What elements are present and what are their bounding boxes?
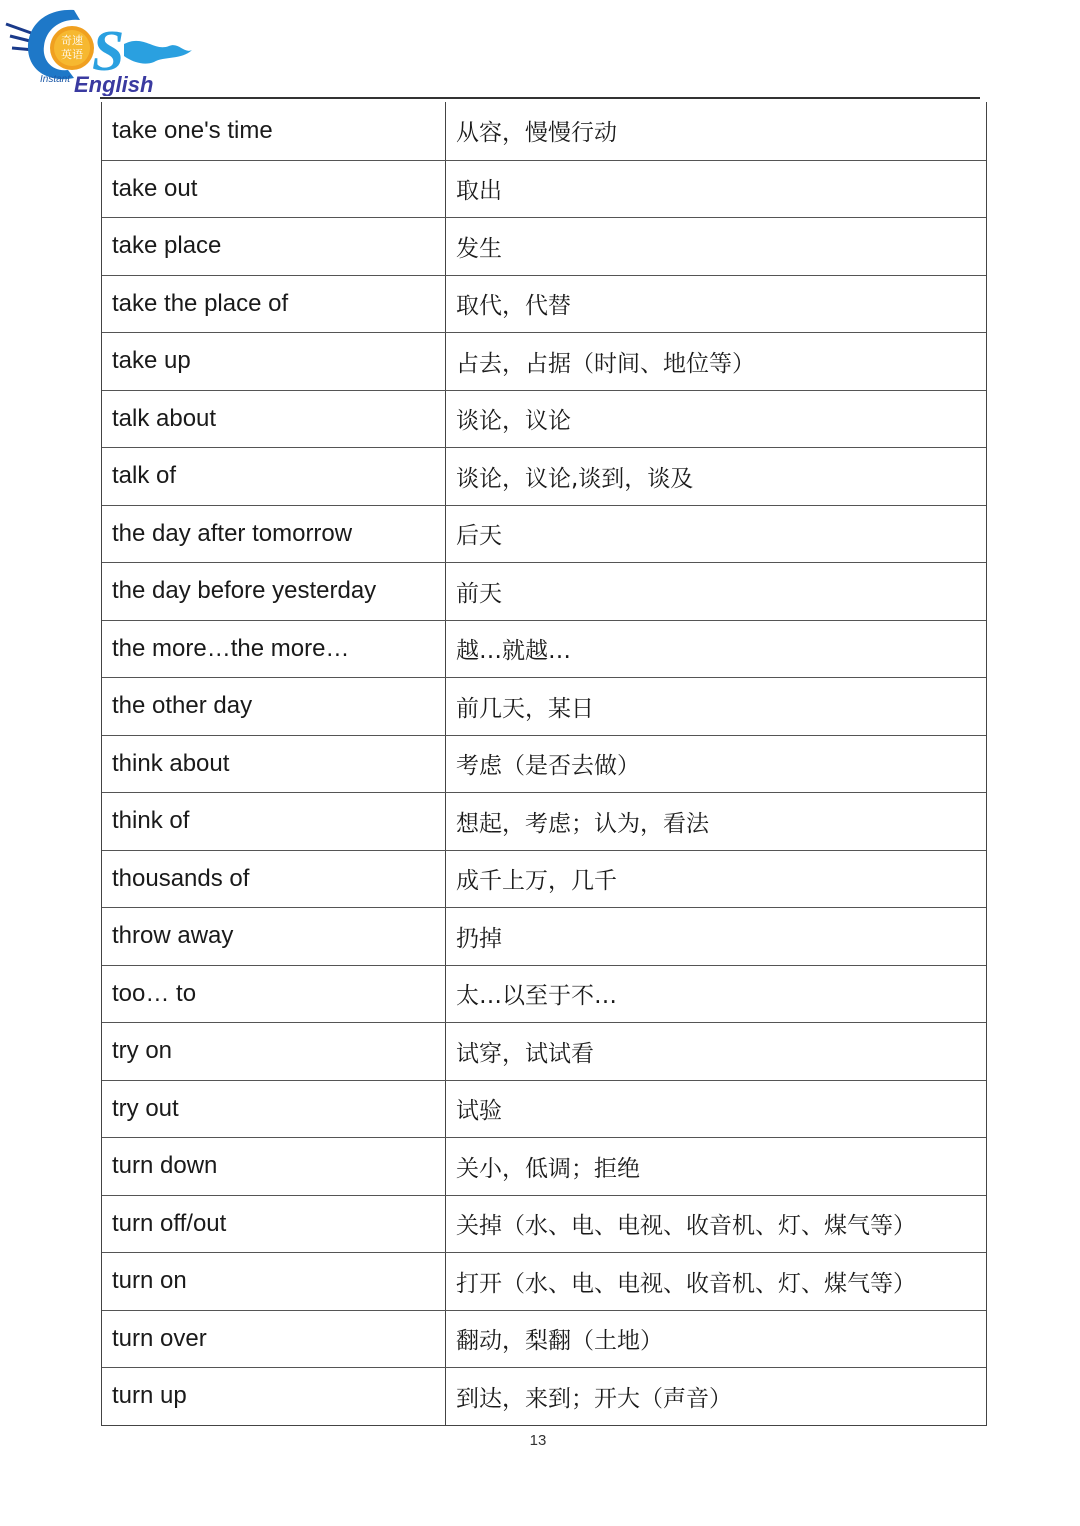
table-row <box>102 1252 986 1310</box>
table-row <box>102 965 986 1023</box>
table-row <box>102 620 986 678</box>
phrase-cell: think about <box>102 736 446 793</box>
phrase-cell: take one's time <box>102 102 446 160</box>
page-number: 13 <box>529 1432 547 1449</box>
meaning-cell: 关掉（水、电、电视、收音机、灯、煤气等） <box>456 1213 916 1240</box>
meaning-cell: 发生 <box>456 235 502 262</box>
meaning-cell: 打开（水、电、电视、收音机、灯、煤气等） <box>456 1270 916 1297</box>
table-row <box>102 677 986 735</box>
phrase-table <box>101 102 987 1426</box>
header-rule <box>100 97 980 99</box>
meaning-cell: 试穿，试试看 <box>456 1040 594 1067</box>
table-row <box>102 505 986 563</box>
meaning-cell: 后天 <box>456 523 502 550</box>
phrase-cell: talk of <box>102 448 446 505</box>
meaning-cell: 从容，慢慢行动 <box>456 120 617 147</box>
meaning-cell: 前几天，某日 <box>456 695 594 722</box>
phrase-cell: too… to <box>102 966 446 1023</box>
svg-text:Instant: Instant <box>40 74 71 85</box>
phrase-cell: turn down <box>102 1138 446 1195</box>
table-row <box>102 850 986 908</box>
table-row <box>102 332 986 390</box>
phrase-cell: turn over <box>102 1311 446 1368</box>
table-row <box>102 102 986 160</box>
phrase-cell: turn off/out <box>102 1196 446 1253</box>
meaning-cell: 取代，代替 <box>456 293 571 320</box>
meaning-cell: 谈论，议论,谈到，谈及 <box>456 465 694 492</box>
phrase-cell: the day after tomorrow <box>102 506 446 563</box>
table-row <box>102 907 986 965</box>
meaning-cell: 试验 <box>456 1098 502 1125</box>
phrase-cell: throw away <box>102 908 446 965</box>
phrase-cell: take the place of <box>102 276 446 333</box>
meaning-cell: 成千上万，几千 <box>456 868 617 895</box>
meaning-cell: 到达，来到；开大（声音） <box>456 1385 732 1412</box>
table-row <box>102 735 986 793</box>
table-row <box>102 1310 986 1368</box>
meaning-cell: 考虑（是否去做） <box>456 753 640 780</box>
table-row <box>102 447 986 505</box>
phrase-cell: thousands of <box>102 851 446 908</box>
os-english-logo <box>4 4 194 96</box>
table-row <box>102 792 986 850</box>
phrase-cell: think of <box>102 793 446 850</box>
table-row <box>102 1195 986 1253</box>
meaning-cell: 扔掉 <box>456 925 502 952</box>
meaning-cell: 越…就越… <box>456 638 571 665</box>
table-row <box>102 390 986 448</box>
table-row <box>102 160 986 218</box>
meaning-cell: 取出 <box>456 178 502 205</box>
table-row <box>102 217 986 275</box>
meaning-cell: 翻动，梨翻（土地） <box>456 1328 663 1355</box>
phrase-cell: talk about <box>102 391 446 448</box>
svg-text:English: English <box>74 72 154 96</box>
phrase-cell: turn on <box>102 1253 446 1310</box>
meaning-cell: 关小，低调；拒绝 <box>456 1155 640 1182</box>
svg-text:S: S <box>92 18 125 83</box>
svg-text:奇速: 奇速 <box>61 34 83 47</box>
table-row <box>102 1080 986 1138</box>
meaning-cell: 想起，考虑；认为，看法 <box>456 810 709 837</box>
meaning-cell: 占去，占据（时间、地位等） <box>456 350 755 377</box>
phrase-cell: try out <box>102 1081 446 1138</box>
svg-text:英语: 英语 <box>61 48 83 61</box>
phrase-cell: take place <box>102 218 446 275</box>
phrase-cell: try on <box>102 1023 446 1080</box>
table-row <box>102 1367 986 1425</box>
table-row <box>102 1137 986 1195</box>
phrase-cell: take up <box>102 333 446 390</box>
meaning-cell: 前天 <box>456 580 502 607</box>
phrase-cell: the more…the more… <box>102 621 446 678</box>
meaning-cell: 谈论，议论 <box>456 408 571 435</box>
phrase-cell: turn up <box>102 1368 446 1425</box>
phrase-cell: take out <box>102 161 446 218</box>
logo-graphic-icon <box>4 4 194 96</box>
phrase-cell: the other day <box>102 678 446 735</box>
phrase-cell: the day before yesterday <box>102 563 446 620</box>
meaning-cell: 太…以至于不… <box>456 983 617 1010</box>
table-row <box>102 275 986 333</box>
table-row <box>102 1022 986 1080</box>
table-row <box>102 562 986 620</box>
